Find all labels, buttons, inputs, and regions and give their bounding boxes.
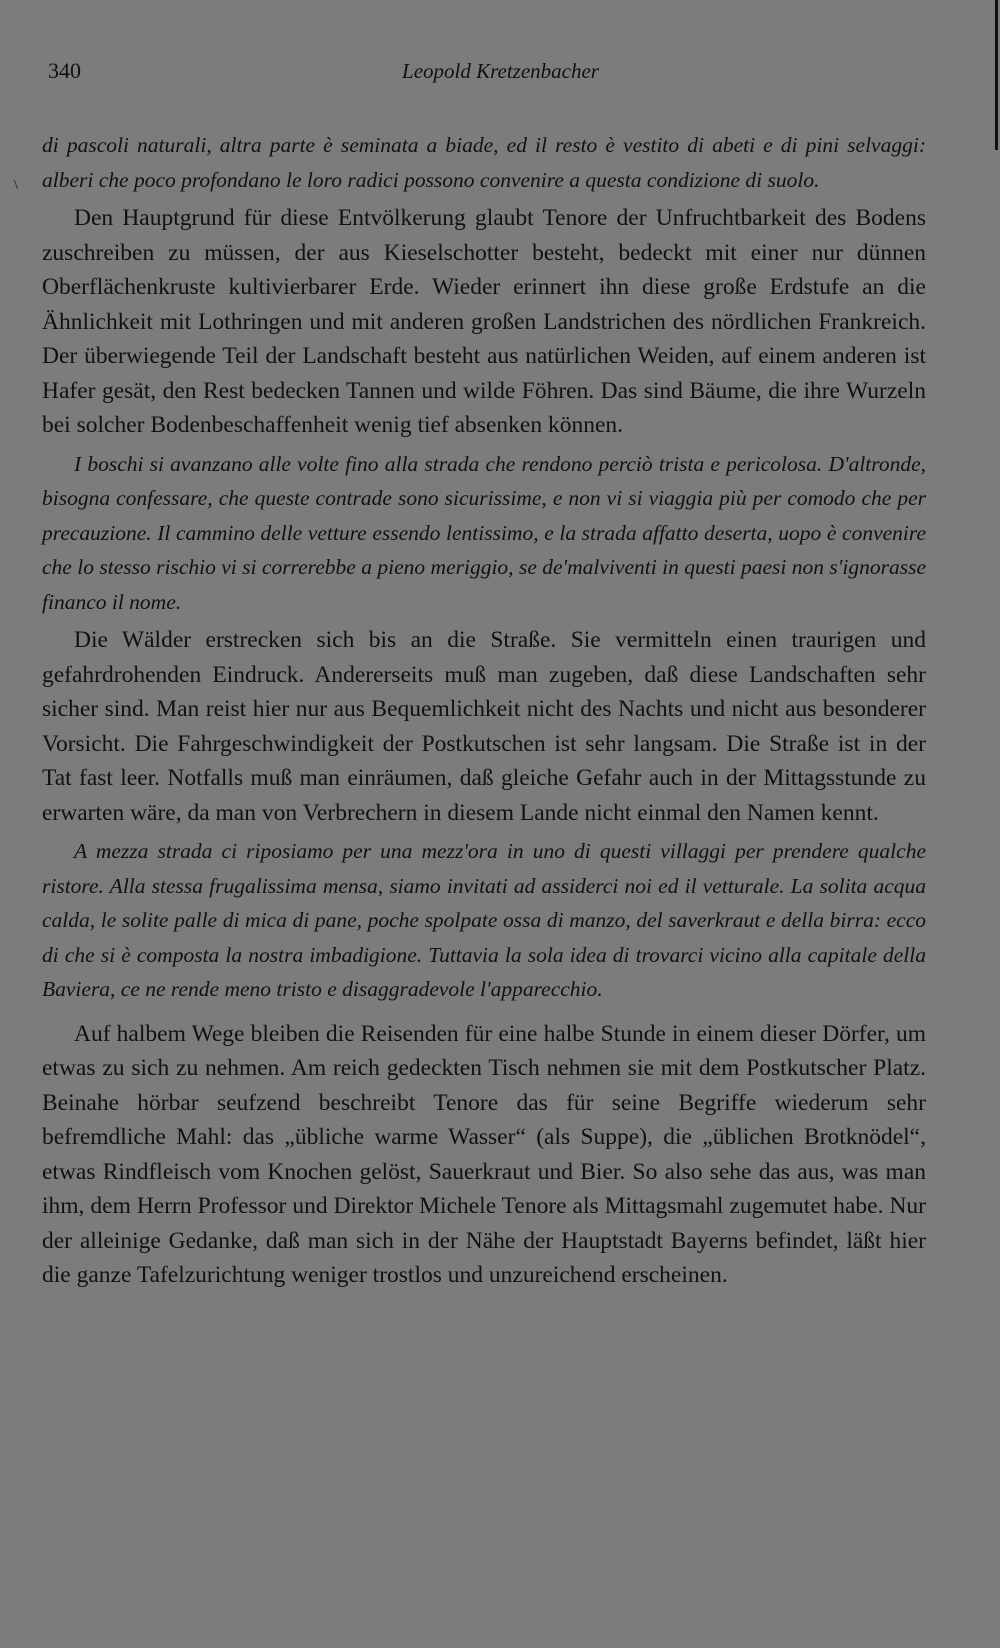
running-head: Leopold Kretzenbacher	[402, 59, 599, 83]
page-edge-line	[995, 0, 998, 150]
quote-paragraph-2: I boschi si avanzano alle volte fino alla strada che rendono perciò trista e pericolosa. D'altronde, bisogna confessare, che queste contrade sono sicurissime, e non vi si viaggia più per comodo che per precauzione. Il cammino delle vetture essendo lentissimo, e la strada affatto deserta, uopo è convenire che lo stesso rischio vi si correrebbe a pieno meriggio, se de'malviventi in questi paesi non s'ignorasse financo il nome.	[42, 451, 926, 614]
page-header	[48, 58, 953, 92]
quote-paragraph-3: A mezza strada ci riposiamo per una mezz'ora in uno di questi villaggi per prendere qualche ristore. Alla stessa frugalissima mensa, siamo invitati ad assiderci noi ed il vetturale. La solita acqua calda, le solite palle di mica di pane, poche spolpate ossa di manzo, del saverkraut e della birra: ecco di che si è composta la nostra imbadigione. Tuttavia la sola idea di trovarci vicino alla capitale della Baviera, ce ne rende meno tristo e disaggradevole l'apparecchio.	[42, 839, 926, 1001]
page-number: 340	[48, 58, 81, 83]
quote-paragraph-1: di pascoli naturali, altra parte è seminata a biade, ed il resto è vestito di abeti e di pini selvaggi: alberi che poco profondano le loro radici possono convenire a questa condizione di suolo.	[42, 133, 926, 192]
body-text	[42, 128, 926, 1293]
translation-paragraph-2: Die Wälder erstrecken sich bis an die Straße. Sie vermitteln einen traurigen und gefahrdrohenden Eindruck. Andererseits muß man zugeben, daß diese Landschaften sehr sicher sind. Man reist hier nur aus Bequemlichkeit nicht des Nachts und nicht aus besonderer Vorsicht. Die Fahrgeschwindigkeit der Postkutschen ist sehr langsam. Die Straße ist in der Tat fast leer. Notfalls muß man einräumen, daß gleiche Gefahr auch in der Mittagsstunde zu erwarten wäre, da man von Verbrechern in diesem Lande nicht einmal den Namen kennt.	[42, 627, 926, 826]
translation-paragraph-1: Den Hauptgrund für diese Entvölkerung glaubt Tenore der Unfruchtbarkeit des Bodens zuschreiben zu müssen, der aus Kieselschotter besteht, bedeckt mit einer nur dünnen Oberflächenkruste kultivierbarer Erde. Wieder erinnert ihn diese große Erdstufe an die Ähnlichkeit mit Lothringen und mit anderen großen Landstrichen des nördlichen Frankreich. Der überwiegende Teil der Landschaft besteht aus natürlichen Weiden, auf einem anderen ist Hafer gesät, den Rest bedecken Tannen und wilde Föhren. Das sind Bäume, die ihre Wurzeln bei solcher Bodenbeschaffenheit wenig tief absenken können.	[42, 205, 926, 438]
margin-mark: \	[14, 178, 18, 193]
translation-paragraph-3: Auf halbem Wege bleiben die Reisenden für eine halbe Stunde in einem dieser Dörfer, um etwas zu sich zu nehmen. Am reich gedeckten Tisch nehmen sie mit dem Postkutscher Platz. Beinahe hörbar seufzend beschreibt Tenore das für seine Begriffe wiederum sehr befremdliche Mahl: das „übliche warme Wasser“ (als Suppe), die „üblichen Brotknödel“, etwas Rindfleisch vom Knochen gelöst, Sauerkraut und Bier. So also sehe das aus, was man ihm, dem Herrn Professor und Direktor Michele Tenore als Mittagsmahl zugemutet habe. Nur der alleinige Gedanke, daß man sich in der Nähe der Hauptstadt Bayerns befindet, läßt hier die ganze Tafelzurichtung weniger trostlos und unzureichend erscheinen.	[42, 1020, 926, 1288]
